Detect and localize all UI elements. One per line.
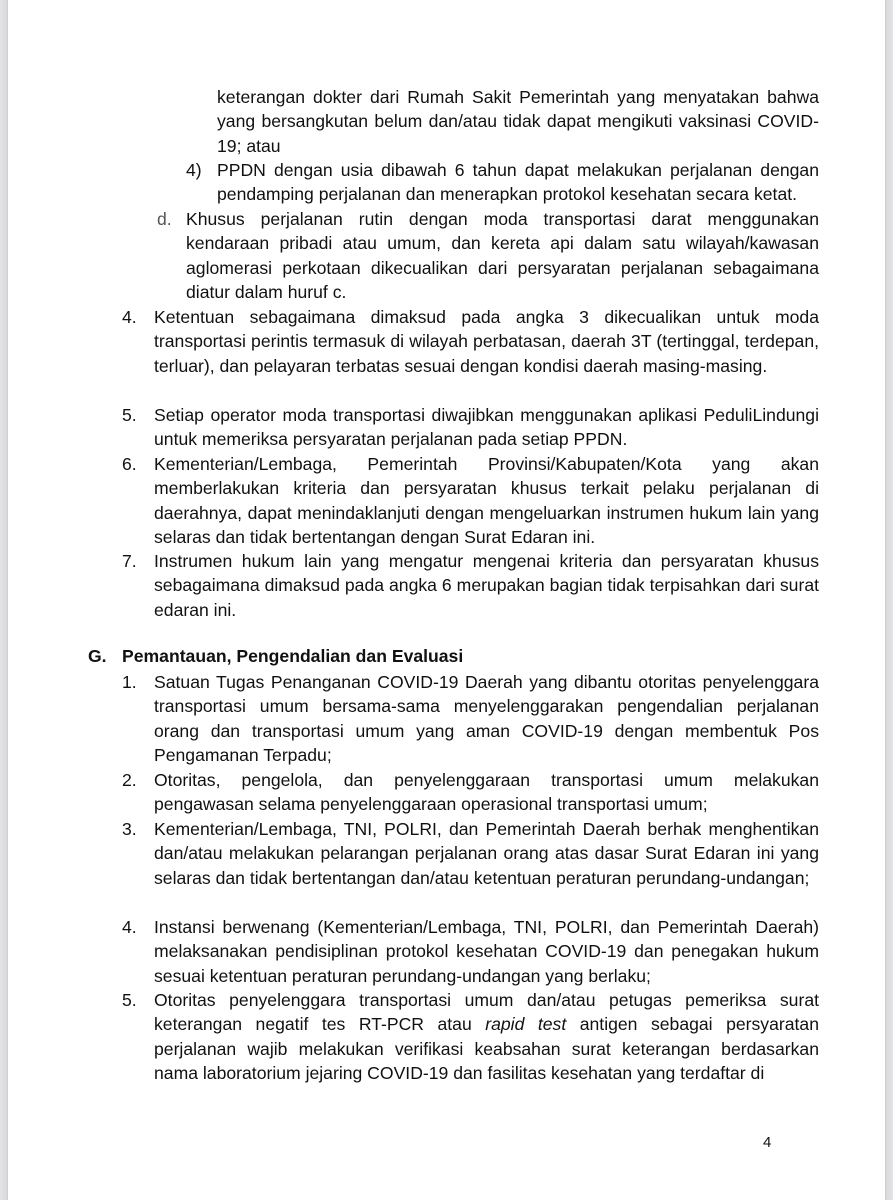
document-page: [8, 0, 885, 1200]
item-text-before: Otoritas penyelenggara transportasi umum dan/atau petugas pemeriksa surat keterangan negatif tes RT-PCR atau: [154, 990, 819, 1035]
item-text-after: antigen sebagai persyaratan perjalanan wajib melakukan verifikasi keabsahan surat keterangan berdasarkan nama laboratorium jejaring COVID-19 dan fasilitas kesehatan yang terdaftar di: [154, 1014, 819, 1084]
list-item: Otoritas, pengelola, dan penyelenggaraan transportasi umum melakukan pengawasan selama penyelenggaraan operasional transportasi umum;: [154, 770, 819, 815]
page-number: 4: [763, 1134, 772, 1151]
list-item: Kementerian/Lembaga, Pemerintah Provinsi/Kabupaten/Kota yang akan memberlakukan kriteria dan persyaratan khusus terkait pelaku perjalanan di daerahnya, dapat menindaklanjuti dengan mengeluarkan instrumen hukum lain yang selaras dan tidak bertentangan dengan Surat Edaran ini.: [154, 454, 819, 548]
list-item-marker: 3.: [122, 819, 137, 839]
item-d-text: Khusus perjalanan rutin dengan moda transportasi darat menggunakan kendaraan pribadi atau umum, dan kereta api dalam satu wilayah/kawasan aglomerasi perkotaan dikecualikan dari persyaratan perjalanan sebagaimana diatur dalam huruf c.: [186, 209, 819, 303]
list-item-marker: 5.: [122, 990, 137, 1010]
sub-item-text: PPDN dengan usia dibawah 6 tahun dapat melakukan perjalanan dengan pendamping perjalanan dan menerapkan protokol kesehatan secara ketat.: [217, 160, 819, 205]
item-text-italic: rapid test: [485, 1014, 567, 1035]
continuation-paragraph: keterangan dokter dari Rumah Sakit Pemerintah yang menyatakan bahwa yang bersangkutan belum dan/atau tidak dapat mengikuti vaksinasi COVID-19; atau: [217, 87, 819, 156]
list-item-marker: 5.: [122, 405, 137, 425]
list-item-marker: 7.: [122, 551, 137, 571]
list-item: Kementerian/Lembaga, TNI, POLRI, dan Pemerintah Daerah berhak menghentikan dan/atau melakukan pelarangan perjalanan orang atas dasar Surat Edaran ini yang selaras dan tidak bertentangan dan/atau ketentuan peraturan perundang-undangan;: [154, 819, 819, 888]
list-item: Ketentuan sebagaimana dimaksud pada angka 3 dikecualikan untuk moda transportasi perintis termasuk di wilayah perbatasan, daerah 3T (tertinggal, terdepan, terluar), dan pelayaran terbatas sesuai dengan kondisi daerah masing-masing.: [154, 307, 819, 376]
viewer-left-edge: [0, 0, 8, 1200]
section-g-marker: G.: [88, 646, 107, 666]
list-item-marker: 2.: [122, 770, 137, 790]
list-item-marker: 6.: [122, 454, 137, 474]
section-g-title: Pemantauan, Pengendalian dan Evaluasi: [122, 646, 464, 666]
item-d-marker: d.: [157, 209, 172, 229]
list-item: Instansi berwenang (Kementerian/Lembaga, TNI, POLRI, dan Pemerintah Daerah) melaksanakan pendisiplinan protokol kesehatan COVID-19 dan penegakan hukum sesuai ketentuan peraturan perundang-undangan yang berlaku;: [154, 917, 819, 986]
list-item-marker: 1.: [122, 672, 137, 692]
list-item: Satuan Tugas Penanganan COVID-19 Daerah yang dibantu otoritas penyelenggara transportasi umum bersama-sama menyelenggarakan pengendalian perjalanan orang dan transportasi umum yang aman COVID-19 dengan membentuk Pos Pengamanan Terpadu;: [154, 672, 819, 766]
sub-item-marker: 4): [186, 160, 202, 180]
list-item-marker: 4.: [122, 307, 137, 327]
list-item: Setiap operator moda transportasi diwajibkan menggunakan aplikasi PeduliLindungi untuk memeriksa persyaratan perjalanan pada setiap PPDN.: [154, 405, 819, 450]
list-item: Instrumen hukum lain yang mengatur mengenai kriteria dan persyaratan khusus sebagaimana dimaksud pada angka 6 merupakan bagian tidak terpisahkan dari surat edaran ini.: [154, 551, 819, 620]
list-item: [154, 988, 819, 1086]
list-item-marker: 4.: [122, 917, 137, 937]
viewer-right-edge: [885, 0, 893, 1200]
